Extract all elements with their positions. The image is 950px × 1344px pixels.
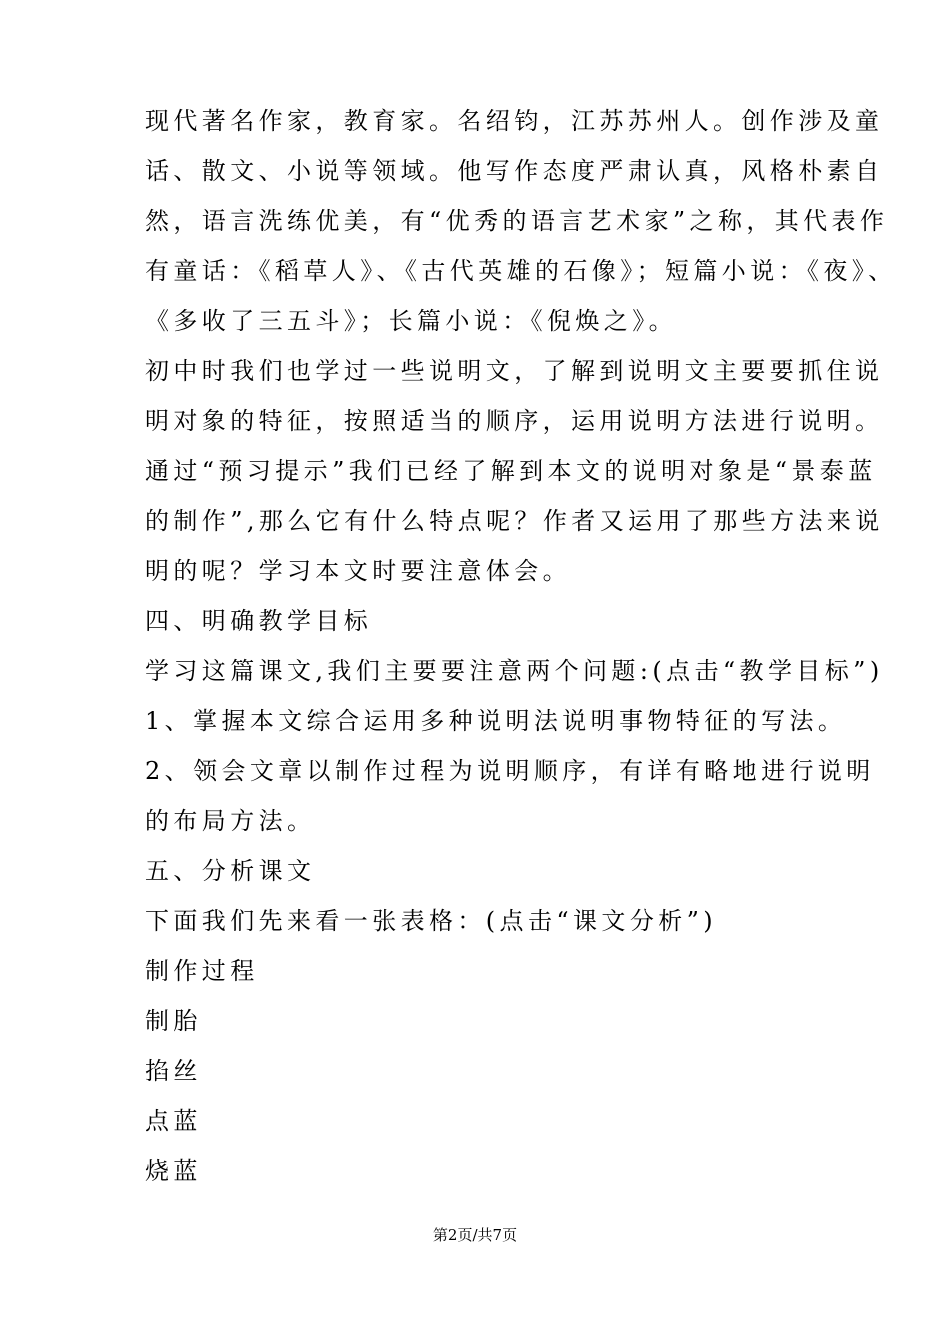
list-item: 2、领会文章以制作过程为说明顺序，有详有略地进行说明: [145, 757, 875, 785]
text-line: 明的呢？学习本文时要注意体会。: [145, 557, 571, 585]
text-line: 学习这篇课文,我们主要要注意两个问题:(点击“教学目标”): [145, 657, 884, 685]
table-header-cell: 制作过程: [145, 957, 259, 985]
text-line: 的布局方法。: [145, 807, 316, 835]
text-line: 然，语言洗练优美，有“优秀的语言艺术家”之称，其代表作: [145, 207, 889, 235]
text-line: 现代著名作家，教育家。名绍钧，江苏苏州人。创作涉及童: [145, 107, 884, 135]
list-item: 1、掌握本文综合运用多种说明法说明事物特征的写法。: [145, 707, 847, 735]
text-line: 《多收了三五斗》；长篇小说：《倪焕之》。: [145, 307, 677, 335]
text-line: 明对象的特征，按照适当的顺序，运用说明方法进行说明。: [145, 407, 884, 435]
text-line: 的制作”,那么它有什么特点呢？作者又运用了那些方法来说: [145, 507, 884, 535]
table-cell: 掐丝: [145, 1057, 202, 1085]
text-line: 通过“预习提示”我们已经了解到本文的说明对象是“景泰蓝: [145, 457, 877, 485]
table-cell: 制胎: [145, 1007, 202, 1035]
table-cell: 烧蓝: [145, 1157, 202, 1185]
document-body: [145, 96, 897, 1196]
section-heading: 四、明确教学目标: [145, 607, 373, 635]
table-cell: 点蓝: [145, 1107, 202, 1135]
section-heading: 五、分析课文: [145, 857, 316, 885]
text-line: 下面我们先来看一张表格：(点击“课文分析”): [145, 907, 718, 935]
page-number: 第2页/共7页: [432, 1226, 518, 1244]
text-line: 初中时我们也学过一些说明文，了解到说明文主要要抓住说: [145, 357, 884, 385]
text-line: 话、散文、小说等领域。他写作态度严肃认真，风格朴素自: [145, 157, 884, 185]
text-line: 有童话：《稻草人》、《古代英雄的石像》；短篇小说：《夜》、: [145, 257, 897, 285]
